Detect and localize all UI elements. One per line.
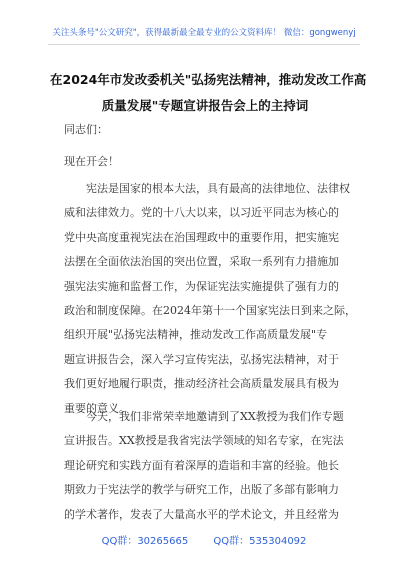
paragraph-line: 理论研究和实践方面有着深厚的造诣和丰富的经验。他长 <box>64 458 339 472</box>
paragraph-line: 威和法律效力。党的十八大以来，以习近平同志为核心的 <box>64 206 339 220</box>
opening-line: 现在开会！ <box>64 155 119 168</box>
paragraph-line: 期致力于宪法学的教学与研究工作，出版了多部有影响力 <box>64 483 339 497</box>
paragraph-line: 宣讲报告。XX教授是我省宪法学领域的知名专家，在宪法 <box>64 434 344 448</box>
header-divider <box>48 44 360 45</box>
header-promo-note: 关注头条号"公文研究"，获得最新最全最专业的公文资料库！ 微信：gongwenyj <box>52 28 356 38</box>
paragraph-line: 强宪法实施和监督工作，为保证宪法实施提供了强有力的 <box>64 279 339 293</box>
title-line-1: 在2024年市发改委机关"弘扬宪法精神，推动发改工作高 <box>50 72 367 87</box>
footer-qq-group-1: QQ群：30265665 <box>101 536 189 547</box>
paragraph-line: 我们更好地履行职责，推动经济社会高质量发展具有极为 <box>64 377 339 391</box>
paragraph-line: 组织开展"弘扬宪法精神，推动发改工作高质量发展"专 <box>64 328 328 342</box>
paragraph-line: 的学术著作，发表了大量高水平的学术论文，并且经常为 <box>64 507 339 521</box>
footer-contact <box>0 532 408 547</box>
paragraph-1 <box>64 177 356 421</box>
paragraph-line: 法摆在全面依法治国的突出位置，采取一系列有力措施加 <box>64 255 339 269</box>
paragraph-line: 宪法是国家的根本大法，具有最高的法律地位、法律权 <box>86 182 350 195</box>
paragraph-line: 今天，我们非常荣幸地邀请到了XX教授为我们作专题 <box>86 410 344 423</box>
greeting: 同志们： <box>64 123 108 136</box>
document-title <box>50 67 367 119</box>
paragraph-line: 党中央高度重视宪法在治国理政中的重要作用，把实施宪 <box>64 230 339 244</box>
title-line-2: 质量发展"专题宣讲报告会上的主持词 <box>101 98 309 113</box>
paragraph-line: 重要的意义。 <box>64 401 130 415</box>
paragraph-line: 政治和制度保障。在2024年第十一个国家宪法日到来之际， <box>64 304 356 318</box>
footer-qq-group-2: QQ群：535304092 <box>213 536 307 547</box>
paragraph-line: 题宣讲报告会，深入学习宣传宪法，弘扬宪法精神，对于 <box>64 352 339 366</box>
paragraph-2 <box>64 405 348 527</box>
